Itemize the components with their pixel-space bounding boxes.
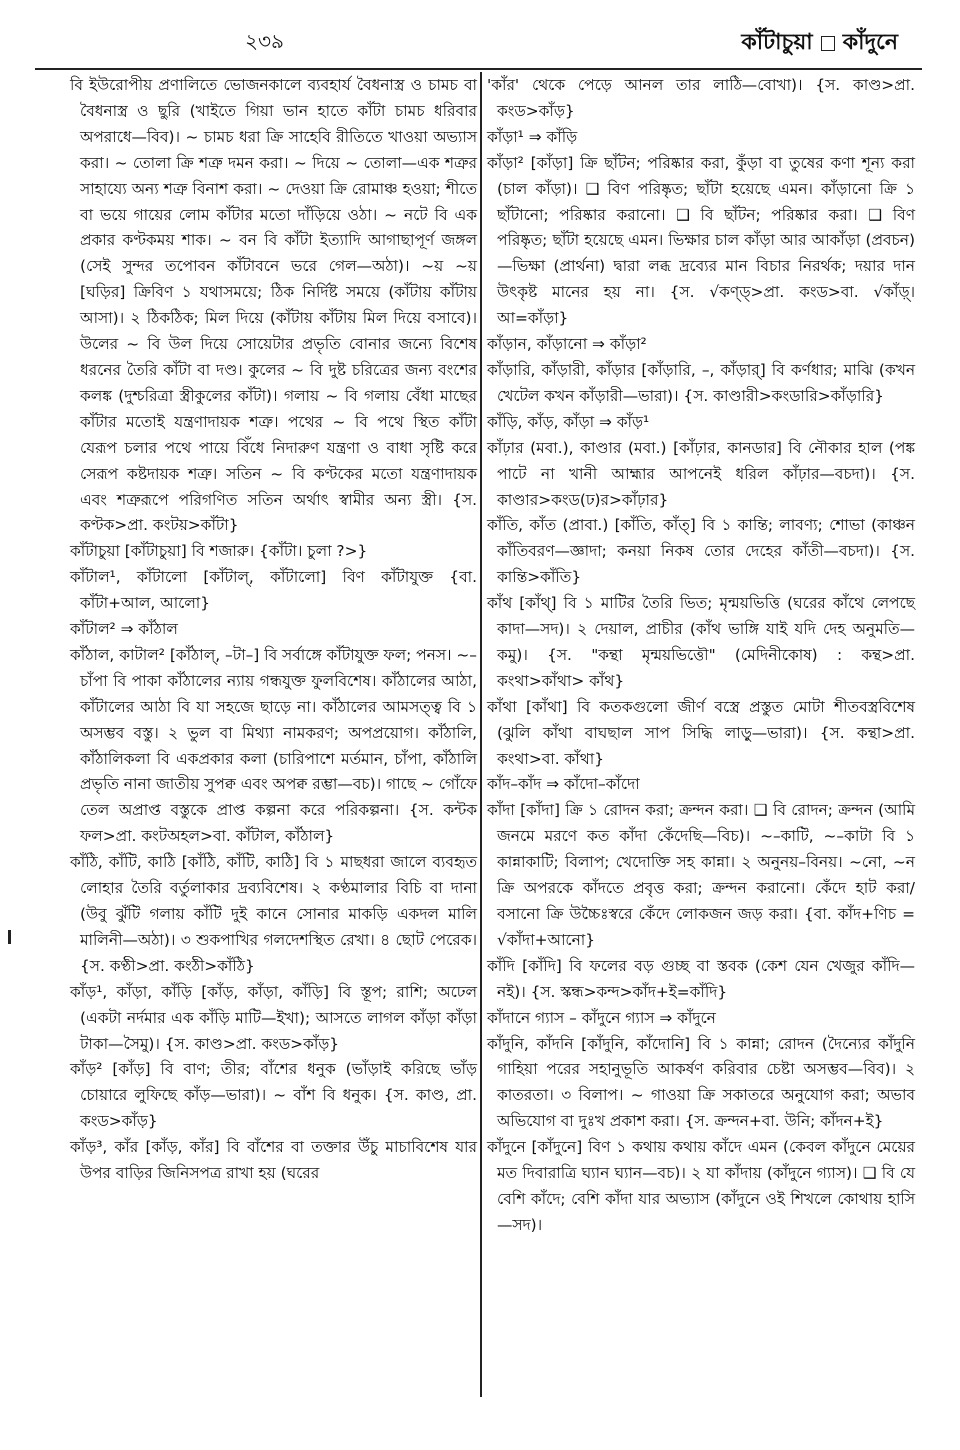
dictionary-entry: কাঁদা [কাঁদা] ক্রি ১ রোদন করা; ক্রন্দন করা। ❑ বি রোদন; ক্রন্দন (আমি জনমে মরণে কত কাঁদা কেঁদেছি—বিচ)। ~–কাটি, ~–কাটা বি ১ কান্নাকাটি; বিলাপ; খেদোক্তি সহ কান্না। ২ অনুনয়–বিনয়। ~নো, ~ন ক্রি অপরকে কাঁদতে প্রবৃত্ত করা; ক্রন্দন করানো। কেঁদে হাট করা/ বসানো ক্রি উচ্চৈঃস্বরে কেঁদে লোকজন জড় করা। {বা. কাঁদ+ণিচ = √কাঁদা+আনো} [487,801,915,949]
dictionary-entry: কাঁঠাল, কাটাল² [কাঁঠাল্, –টা–] বি সর্বাঙ্গে কাঁটাযুক্ত ফল; পনস। ~–চাঁপা বি পাকা কাঁঠালের ন্যায় গন্ধযুক্ত ফুলবিশেষ। কাঁঠালের আঠা, কাঁটালের আঠা বি যা সহজে ছাড়ে না। কাঁঠালের আমসত্ত্ব বি ১ অসম্ভব বস্তু। ২ ভুল বা মিথ্যা নামকরণ; অপপ্রয়োগ। কাঁঠালি, কাঁঠালিকলা বি একপ্রকার কলা (চারিপাশে মর্তমান, চাঁপা, কাঁঠালি প্রভৃতি নানা জাতীয় সুপক্ব এবং অপক্ব রম্ভা—বচ)। গাছে ~ গোঁফে তেল অপ্রাপ্ত বস্তুকে প্রাপ্ত কল্পনা করে পরিকল্পনা। {স. কন্টক ফল>প্রা. কংটঅহল>বা. কাঁটাল, কাঁঠাল} [70,645,477,846]
dictionary-entry: কাঁতি, কাঁত (প্রাবা.) [কাঁতি, কাঁত্] বি ১ কান্তি; লাবণ্য; শোভা (কাঞ্চন কাঁতিবরণ—জ্ঞাদা; কনয়া নিকষ তোর দেহের কাঁতী—বচদা)। {স. কান্তি>কাঁতি} [487,516,915,587]
dictionary-entry: কাঁড়¹, কাঁড়া, কাঁড়ি [কাঁড়, কাঁড়া, কাঁড়ি] বি স্তূপ; রাশি; অঢেল (একটা নর্দমার এক কাঁড়ি মাটি—ইখা); আসতে লাগল কাঁড়া কাঁড়া টাকা—সৈমু)। {স. কাণ্ড>প্রা. কংড>কাঁড়} [70,982,477,1053]
separator-box-icon [821,36,835,51]
column-divider [480,72,482,1397]
dictionary-entry: কাঁদানে গ্যাস – কাঁদুনে গ্যাস ⇒ কাঁদুনে [487,1008,716,1027]
dictionary-entry: কাঁড়া¹ ⇒ কাঁড়ি [487,127,578,146]
dictionary-entry: কাঁদি [কাঁদি] বি ফলের বড় গুচ্ছ বা স্তবক (কেশ যেন খেজুর কাঁদি—নই)। {স. স্কন্ধ>কন্দ>কাঁদ+ই=কাঁদি} [487,956,915,1001]
running-head-first-word: কাঁটাচুয়া [741,30,813,55]
dictionary-entry: 'কাঁর' থেকে পেড়ে আনল তার লাঠি—বোখা)। {স. কাণ্ড>প্রা. কংড>কাঁড়} [487,76,915,120]
dictionary-entry: কাঁটাল¹, কাঁটালো [কাঁটাল্, কাঁটালো] বিণ কাঁটাযুক্ত {বা. কাঁটা+আল, আলো} [70,568,477,613]
dictionary-entry: কাঁড়ি, কাঁড়, কাঁড়া ⇒ কাঁড়¹ [487,412,650,431]
dictionary-entry: কাঁড়া² [কাঁড়া] ক্রি ছাঁটন; পরিষ্কার করা, কুঁড়া বা তুষের কণা শূন্য করা (চাল কাঁড়া)। ❑ বিণ পরিষ্কৃত; ছাঁটা হয়েছে এমন। কাঁড়ানো ক্রি ১ ছাঁটানো; পরিষ্কার করানো। ❑ বি ছাঁটন; পরিষ্কার করা। ❑ বিণ পরিষ্কৃত; ছাঁটা হয়েছে এমন। ভিক্ষার চাল কাঁড়া আর আকাঁড়া (প্রবচন)—ভিক্ষা (প্রার্থনা) দ্বারা লব্ধ দ্রব্যের মান বিচার নিরর্থক; দয়ার দান উৎকৃষ্ট মানের হয় না। {স. √কণ্ড্>প্রা. কংড>বা. √কাঁড়্। আ=কাঁড়া} [487,153,915,328]
dictionary-entry: কাঁথা [কাঁথা] বি কতকগুলো জীর্ণ বস্ত্রে প্রস্তুত মোটা শীতবস্ত্রবিশেষ (ঝুলি কাঁথা বাঘছাল সাপ সিদ্ধি লাড়ু—ভারা)। {স. কন্থা>প্রা. কংথা>বা. কাঁথা} [487,697,915,768]
dictionary-entry: কাঁড়² [কাঁড়] বি বাণ; তীর; বাঁশের ধনুক (ভাঁড়াই করিছে ভাঁড় চোয়ারে লুফিছে কাঁড়—ভারা)। ~ বাঁশ বি ধনুক। {স. কাণ্ড, প্রা. কংড>কাঁড়} [70,1060,477,1131]
dictionary-entry: কাঁদুনে [কাঁদুনে] বিণ ১ কথায় কথায় কাঁদে এমন (কেবল কাঁদুনে মেয়ের মত দিবারাত্রি ঘ্যান ঘ্যান—বচ)। ২ যা কাঁদায় (কাঁদুনে গ্যাস)। ❑ বি যে বেশি কাঁদে; বেশি কাঁদা যার অভ্যাস (কাঁদুনে ওই শিখলে কোথায় হাসি—সদ)। [487,1138,915,1234]
margin-mark [8,930,11,944]
dictionary-entry: কাঁটাচুয়া [কাঁটাচুয়া] বি শজারু। {কাঁটা। চুলা ?>} [70,542,368,561]
dictionary-entry: কাঁড়³, কাঁর [কাঁড়, কাঁর] বি বাঁশের বা তক্তার উঁচু মাচাবিশেষ যার উপর বাড়ির জিনিসপত্র রাখা হয় (ঘরের [70,1138,477,1183]
dictionary-entry: বি ইউরোপীয় প্রণালিতে ভোজনকালে ব্যবহার্য বৈধনাস্ত্র ও চামচ বা বৈধনাস্ত্র ও ছুরি (খাইতে গিয়া ভান হাতে কাঁটা চামচ ধরিবার অপরাধে—বিব)। ~ চামচ ধরা ক্রি সাহেবি রীতিতে খাওয়া অভ্যাস করা। ~ তোলা ক্রি শত্রু দমন করা। ~ দিয়ে ~ তোলা—এক শত্রুর সাহায্যে অন্য শত্রু বিনাশ করা। ~ দেওয়া ক্রি রোমাঞ্চ হওয়া; শীতে বা ভয়ে গায়ের লোম কাঁটার মতো দাঁড়িয়ে ওঠা। ~ নটে বি এক প্রকার কণ্টকময় শাক। ~ বন বি কাঁটা ইত্যাদি আগাছাপূর্ণ জঙ্গল (সেই সুন্দর তপোবন কাঁটাবনে ভরে গেল—অঠা)। ~য় ~য় [ঘড়ির] ক্রিবিণ ১ যথাসময়ে; ঠিক নির্দিষ্ট সময়ে (কাঁটায় কাঁটায় আসা)। ২ ঠিকঠিক; মিল দিয়ে (কাঁটায় কাঁটায় মিল দিয়ে বসাবে)। উলের ~ বি উল দিয়ে সোয়েটার প্রভৃতি বোনার জন্যে বিশেষ ধরনের তৈরি কাঁটা বা দণ্ড। কুলের ~ বি দুষ্ট চরিত্রের জন্য বংশের কলঙ্ক (দুশ্চরিত্রা স্ত্রীকুলের কাঁটা)। গলায় ~ বি গলায় বেঁধা মাছের কাঁটার মতোই যন্ত্রণাদায়ক শত্রু। পথের ~ বি পথে স্থিত কাঁটা যেরূপ চলার পথে পায়ে বিঁধে নিদারুণ যন্ত্রণা ও বাধা সৃষ্টি করে সেরূপ কষ্টদায়ক শত্রু। সতিন ~ বি কণ্টকের মতো যন্ত্রণাদায়ক এবং শত্রুরূপে পরিগণিত সতিন অর্থাৎ স্বামীর অন্য স্ত্রী। {স. কণ্টক>প্রা. কংটয়>কাঁটা} [70,76,477,535]
dictionary-entry: কাঁড়ারি, কাঁড়ারী, কাঁড়ার [কাঁড়ারি, –, কাঁড়ার্] বি কর্ণধার; মাঝি (কখন খেটেল কখন কাঁড়ারী—ভারা)। {স. কাণ্ডারী>কংডারি>কাঁড়ারি} [487,360,915,405]
dictionary-entry: কাঁঢ়ার (মবা.), কাণ্ডার (মবা.) [কাঁঢ়ার, কানডার] বি নৌকার হাল (পঙ্ক পাটে না খানী আহ্মার আপনেই ধরিল কাঁঢ়ার—বচদা)। {স. কাণ্ডার>কংড(ঢ)র>কাঁঢ়ার} [487,438,915,509]
page-number: ২৩৯ [245,29,284,53]
header-rule [35,68,922,70]
dictionary-entry: কাঁটাল² ⇒ কাঁঠাল [70,620,178,639]
dictionary-entry: কাঁদুনি, কাঁদনি [কাঁদুনি, কাঁদোনি] বি ১ কান্না; রোদন (দৈন্যের কাঁদুনি গাহিয়া পরের সহানুভূতি আকর্ষণ করিবার চেষ্টা অসম্ভব—বিব)। ২ কাতরতা। ৩ বিলাপ। ~ গাওয়া ক্রি সকাতরে অনুযোগ করা; অভাব অভিযোগ বা দুঃখ প্রকাশ করা। {স. ক্রন্দন+বা. উনি; কাঁদন+ই} [487,1034,915,1131]
dictionary-entry: কাঁঠি, কাঁটি, কাঠি [কাঁঠি, কাঁটি, কাঠি] বি ১ মাছধরা জালে ব্যবহৃত লোহার তৈরি বর্তুলাকার দ্রব্যবিশেষ। ২ কণ্ঠমালার বিচি বা দানা (উবু ঝুঁটি গলায় কাঁটি দুই কানে সোনার মাকড়ি একদল মালি মালিনী—অঠা)। ৩ শুকপাখির গলদেশস্থিত রেখা। ৪ ছোট পেরেক। {স. কণ্ঠী>প্রা. কংঠী>কাঁঠি} [70,853,477,975]
dictionary-entry: কাঁথ [কাঁথ্] বি ১ মাটির তৈরি ভিত; মৃন্ময়ভিত্তি (ঘরের কাঁথে লেপছে কাদা—সদ)। ২ দেয়াল, প্রাচীর (কাঁথ ভাঙ্গি যাই যদি দেহ অনুমতি—কমু)। {স. "কন্থা মৃন্ময়ভিত্তৌ" (মেদিনীকোষ) : কন্থ>প্রা. কংথা>কাঁথা> কাঁথ} [487,594,915,690]
dictionary-entry: কাঁদ–কাঁদ ⇒ কাঁদো–কাঁদো [487,775,640,794]
right-column [487,73,915,1239]
running-head [741,25,898,62]
dictionary-entry: কাঁড়ান, কাঁড়ানো ⇒ কাঁড়া² [487,335,647,354]
left-column [70,73,477,1187]
running-head-last-word: কাঁদুনে [842,30,898,55]
